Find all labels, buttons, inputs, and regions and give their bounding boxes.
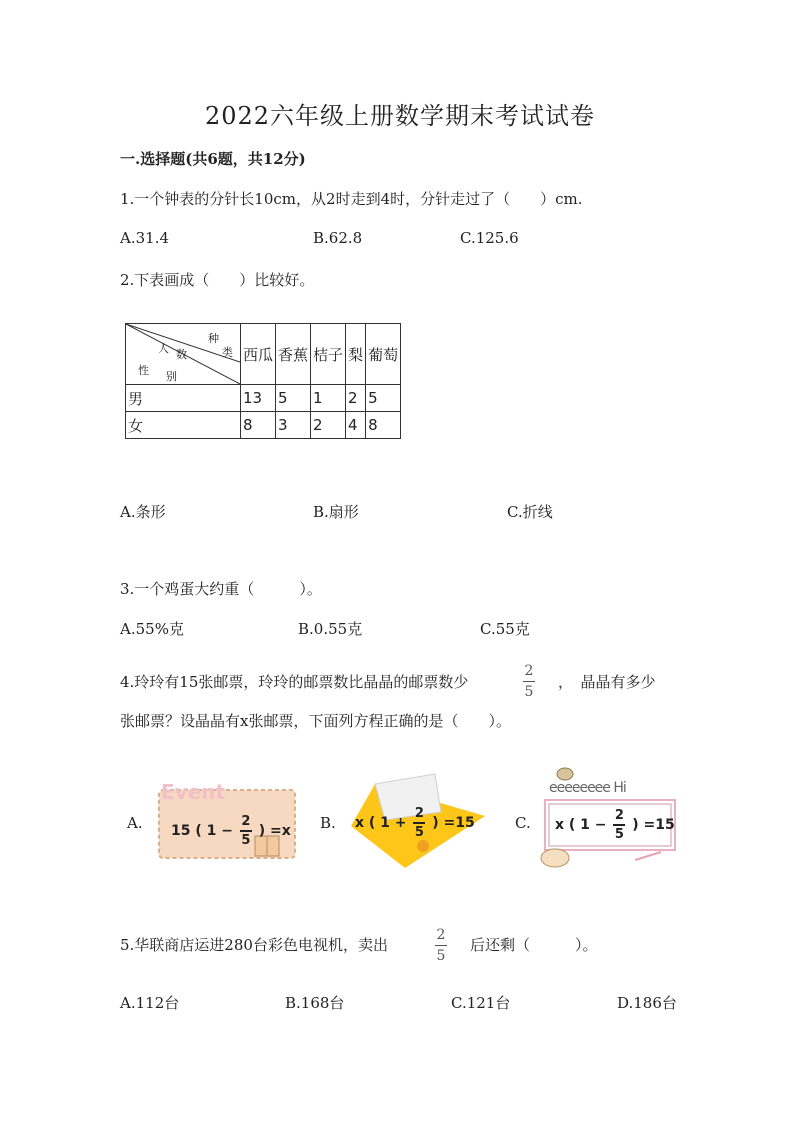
- fraction-bar: [523, 681, 535, 682]
- question-1-option-a: A.31.4: [120, 229, 169, 247]
- option-a-card: [155, 780, 300, 862]
- table-cell: 13: [241, 385, 276, 412]
- diag-label: 人: [158, 342, 169, 355]
- equation-fraction: [240, 814, 252, 848]
- table-cell: 3: [276, 412, 311, 439]
- question-5-option-b: B.168台: [285, 994, 345, 1012]
- table-diagonal-header: [126, 324, 241, 385]
- question-2-option-c: C.折线: [507, 503, 553, 521]
- card-c-decoration: eeeeeeee Hi: [549, 780, 626, 796]
- question-5-option-a: A.112台: [120, 994, 180, 1012]
- fraction-denominator: 5: [414, 825, 424, 840]
- equation-fraction: [613, 808, 625, 842]
- question-3-option-c: C.55克: [480, 620, 530, 638]
- equation-right: ) =x: [258, 823, 291, 839]
- diag-label: 数: [176, 348, 187, 361]
- question-1-option-b: B.62.8: [313, 229, 363, 247]
- option-b-card: [345, 772, 495, 870]
- table-row-label: 女: [126, 412, 241, 439]
- card-a-equation: [171, 814, 291, 848]
- card-c-equation: [555, 808, 675, 842]
- card-a-decoration: Event: [161, 780, 226, 804]
- table-cell: 1: [311, 385, 346, 412]
- question-4-option-a-label: A.: [127, 814, 143, 832]
- fraction-bar: [240, 830, 252, 832]
- equation-right: ) =15: [432, 815, 475, 831]
- equation-left: x ( 1 +: [355, 815, 407, 831]
- fraction-numerator: 2: [524, 663, 534, 679]
- question-4-text-part2: ， 晶晶有多少: [558, 673, 656, 691]
- question-3-option-b: B.0.55克: [298, 620, 363, 638]
- table-row-label: 男: [126, 385, 241, 412]
- equation-left: 15 ( 1 −: [171, 823, 233, 839]
- fraction-numerator: 2: [436, 927, 446, 943]
- card-b-equation: [355, 806, 475, 840]
- fraction-denominator: 5: [241, 833, 251, 848]
- table-cell: 5: [276, 385, 311, 412]
- table-cell: 4: [346, 412, 366, 439]
- table-cell: 8: [241, 412, 276, 439]
- table-cell: 8: [366, 412, 401, 439]
- page-title: 2022六年级上册数学期末考试试卷: [204, 102, 596, 130]
- fraction-numerator: 2: [614, 808, 624, 823]
- question-4-option-b-label: B.: [320, 814, 336, 832]
- question-2-option-b: B.扇形: [313, 503, 359, 521]
- fraction-denominator: 5: [524, 684, 534, 700]
- fraction-bar: [435, 945, 447, 946]
- question-4-text-line2: 张邮票？设晶晶有x张邮票，下面列方程正确的是（ ）。: [120, 712, 511, 730]
- fraction-denominator: 5: [614, 827, 624, 842]
- table-header-cell: 葡萄: [366, 324, 401, 385]
- equation-fraction: [413, 806, 425, 840]
- fraction-denominator: 5: [436, 948, 446, 964]
- question-5-fraction: [435, 927, 447, 964]
- section-heading: 一.选择题(共6题，共12分): [120, 150, 306, 168]
- diag-label: 种: [208, 332, 219, 345]
- fraction-numerator: 2: [241, 814, 251, 829]
- question-3-text: 3.一个鸡蛋大约重（ ）。: [120, 580, 322, 598]
- table-header-cell: 香蕉: [276, 324, 311, 385]
- table-cell: 2: [311, 412, 346, 439]
- fraction-numerator: 2: [414, 806, 424, 821]
- option-c-card: [535, 762, 683, 874]
- question-4-fraction: [523, 663, 535, 700]
- question-5-text-part2: 后还剩（ ）。: [470, 936, 598, 954]
- question-5-text-part1: 5.华联商店运进280台彩色电视机，卖出: [120, 936, 388, 954]
- data-table: [125, 323, 401, 439]
- table-cell: 2: [346, 385, 366, 412]
- table-header-cell: 桔子: [311, 324, 346, 385]
- question-2-option-a: A.条形: [120, 503, 166, 521]
- table-header-cell: 西瓜: [241, 324, 276, 385]
- question-1-text: 1.一个钟表的分针长10cm，从2时走到4时，分针走过了（ ）cm.: [120, 190, 583, 208]
- table-cell: 5: [366, 385, 401, 412]
- question-4-text-part1: 4.玲玲有15张邮票，玲玲的邮票数比晶晶的邮票数少: [120, 673, 469, 691]
- diag-label: 性: [138, 364, 149, 377]
- question-1-option-c: C.125.6: [460, 229, 519, 247]
- table-header-cell: 梨: [346, 324, 366, 385]
- fraction-bar: [413, 822, 425, 824]
- question-4-option-c-label: C.: [515, 814, 531, 832]
- question-5-option-d: D.186台: [617, 994, 677, 1012]
- diag-label: 类: [222, 346, 233, 359]
- question-5-option-c: C.121台: [451, 994, 511, 1012]
- equation-left: x ( 1 −: [555, 817, 607, 833]
- diag-label: 别: [166, 370, 177, 383]
- fraction-bar: [613, 824, 625, 826]
- question-2-text: 2.下表画成（ ）比较好。: [120, 271, 315, 289]
- equation-right: ) =15: [632, 817, 675, 833]
- question-3-option-a: A.55%克: [120, 620, 184, 638]
